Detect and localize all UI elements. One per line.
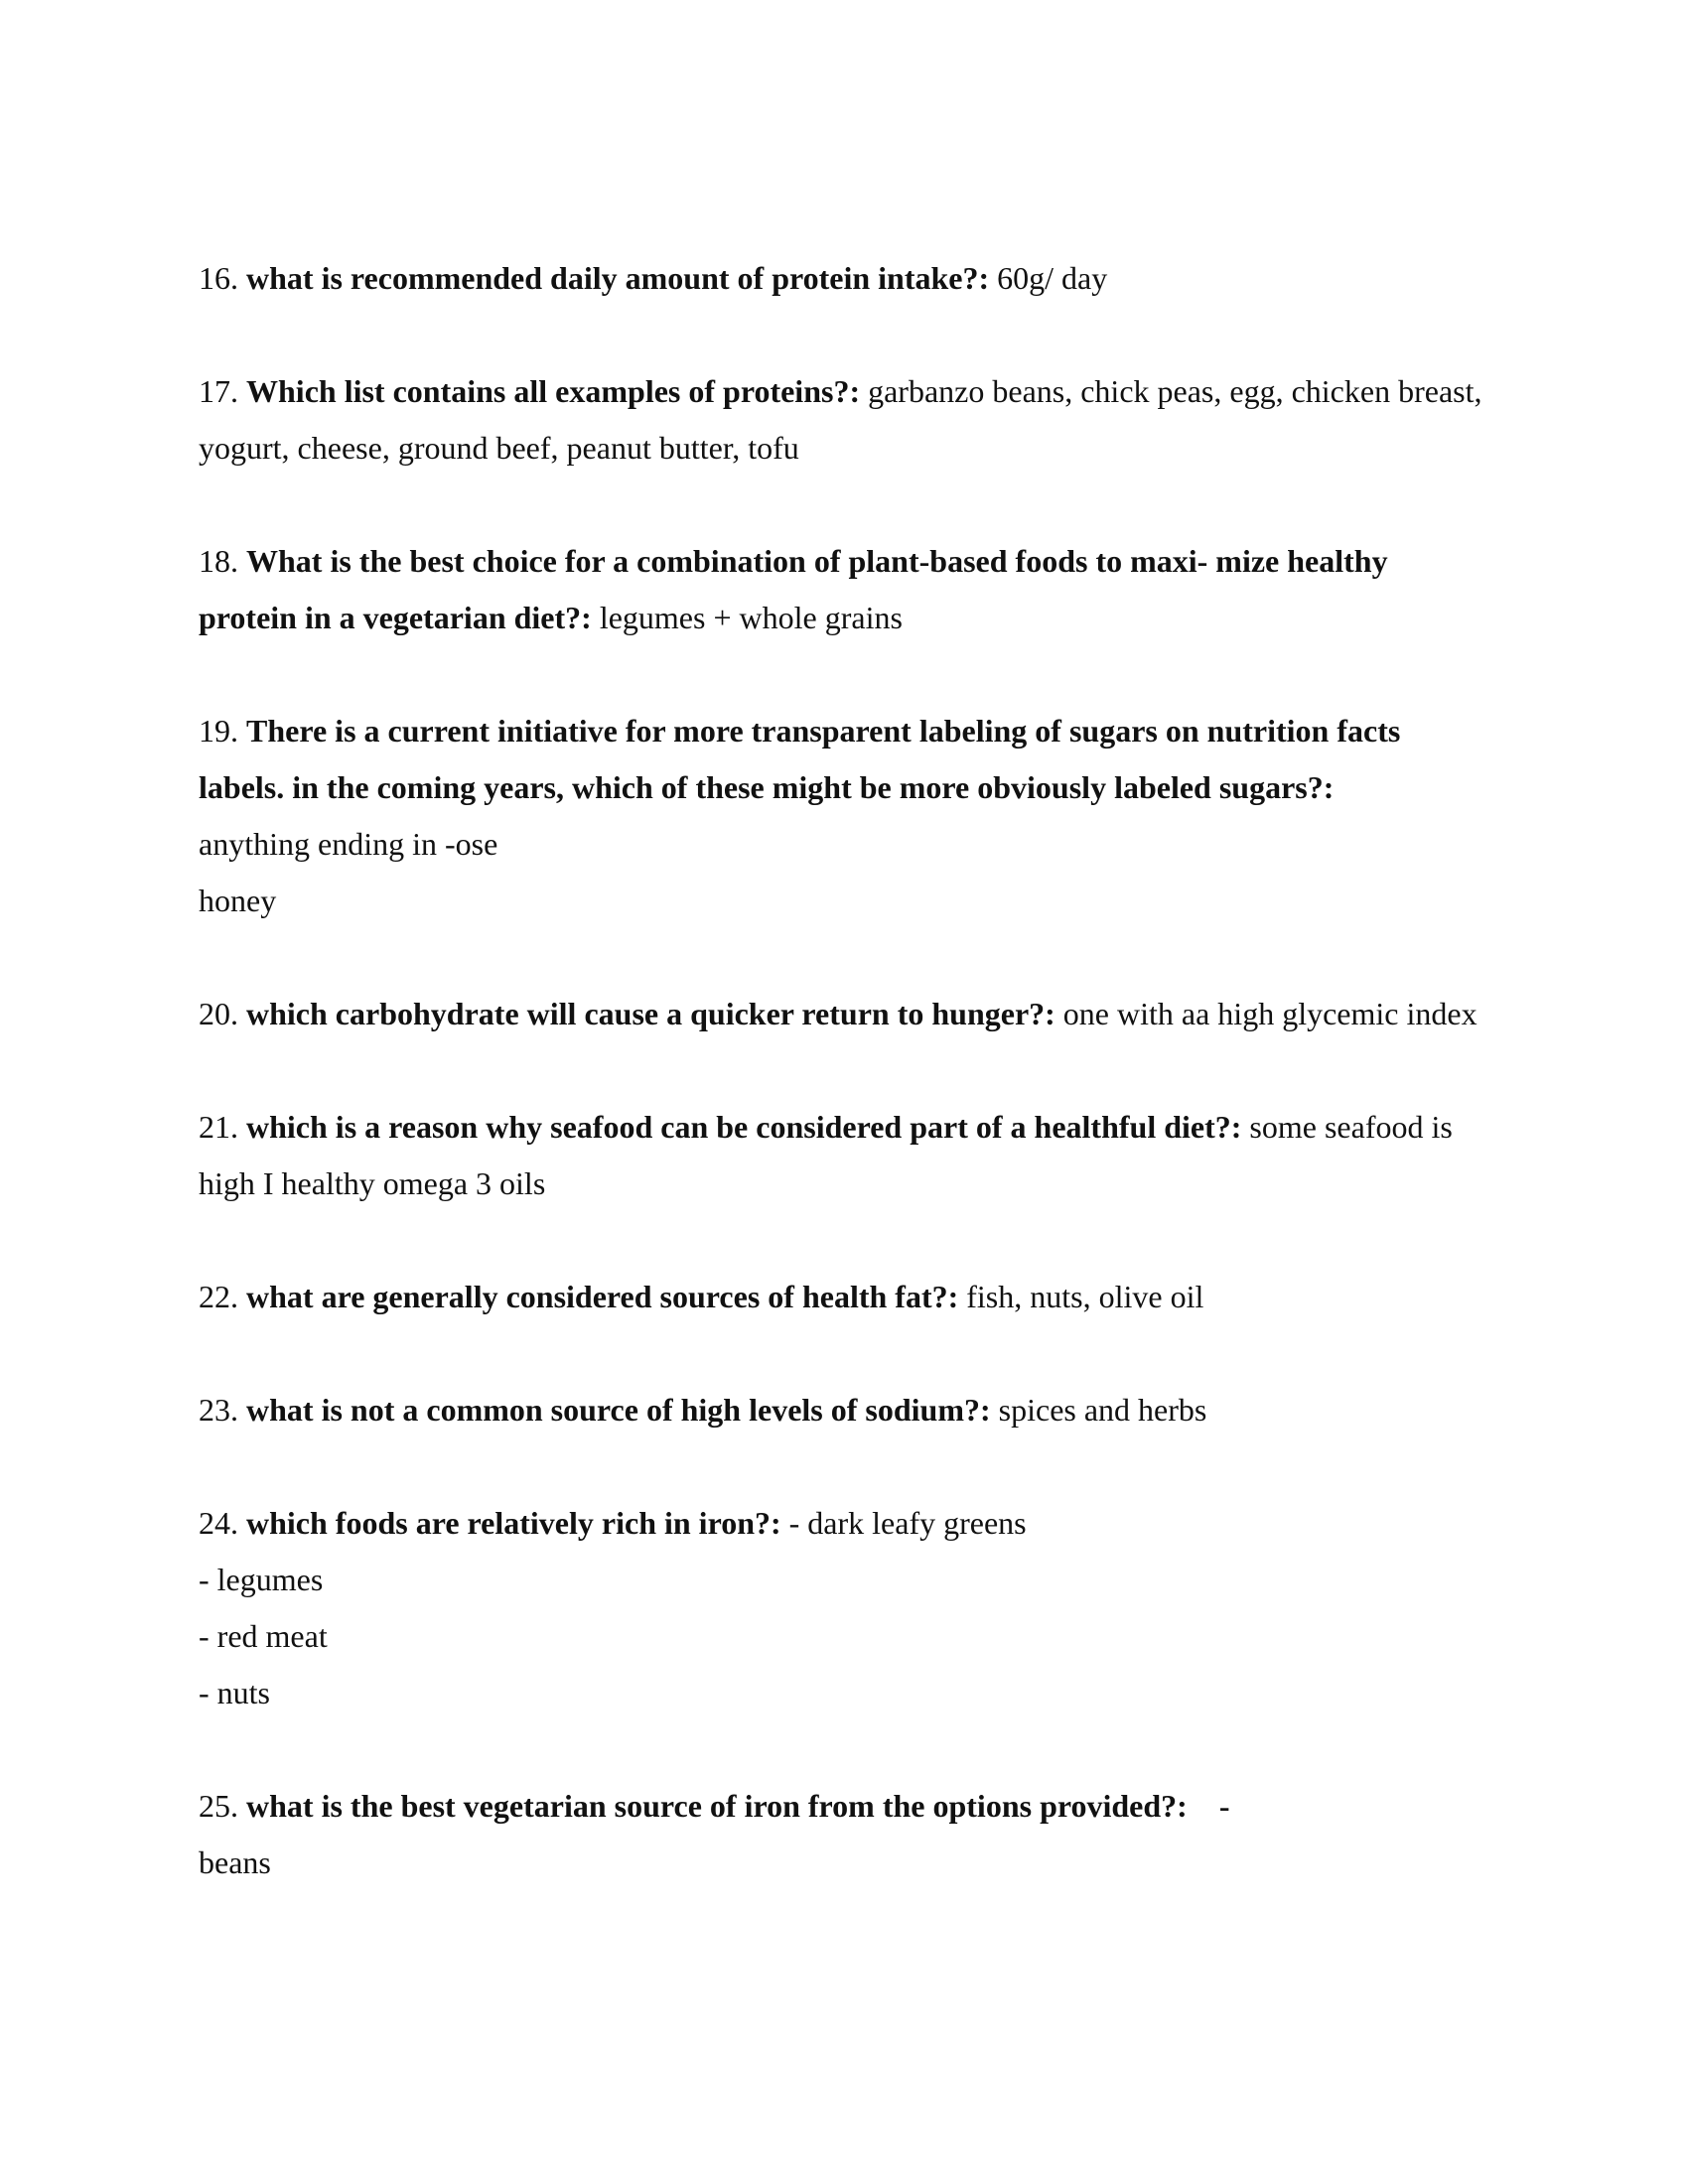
answer-text: legumes + whole grains	[599, 600, 903, 635]
qa-item-20	[199, 986, 1489, 1042]
answer-line: - nuts	[199, 1675, 270, 1710]
question-number: 17.	[199, 373, 238, 409]
answer-line: honey	[199, 883, 277, 918]
question-number: 19.	[199, 713, 238, 749]
question-text: which foods are relatively rich in iron?:	[246, 1505, 781, 1541]
question-text: Which list contains all examples of proteins?:	[246, 373, 861, 409]
answer-text: fish, nuts, olive oil	[966, 1279, 1204, 1314]
answer-text: 60g/ day	[997, 260, 1108, 296]
answer-line: anything ending in -ose	[199, 826, 498, 862]
qa-item-25	[199, 1778, 1489, 1891]
answer-text: some seafood is high I healthy omega 3 oils	[199, 1109, 1453, 1201]
answer-line: - legumes	[199, 1562, 324, 1597]
qa-item-24	[199, 1495, 1489, 1721]
question-number: 20.	[199, 996, 238, 1031]
question-text: what is recommended daily amount of protein intake?:	[246, 260, 990, 296]
qa-item-18	[199, 533, 1489, 646]
document-page	[199, 250, 1489, 1948]
question-text: There is a current initiative for more transparent labeling of sugars on nutrition facts labels. in the coming years, which of these might be more obviously labeled sugars?:	[199, 713, 1401, 805]
answer-text: garbanzo beans, chick peas, egg, chicken breast, yogurt, cheese, ground beef, peanut butter, tofu	[199, 373, 1482, 466]
question-number: 21.	[199, 1109, 238, 1145]
qa-item-16	[199, 250, 1489, 307]
answer-line: beans	[199, 1844, 271, 1880]
question-text: what are generally considered sources of health fat?:	[246, 1279, 959, 1314]
qa-item-21	[199, 1099, 1489, 1212]
answer-text: one with aa high glycemic index	[1062, 996, 1477, 1031]
answer-text: spices and herbs	[998, 1392, 1207, 1428]
question-number: 16.	[199, 260, 238, 296]
question-number: 23.	[199, 1392, 238, 1428]
qa-item-23	[199, 1382, 1489, 1438]
question-text: which is a reason why seafood can be considered part of a healthful diet?:	[246, 1109, 1242, 1145]
qa-item-19	[199, 703, 1489, 929]
qa-item-22	[199, 1269, 1489, 1325]
question-text: what is the best vegetarian source of iron from the options provided?:	[246, 1788, 1188, 1824]
question-text: which carbohydrate will cause a quicker return to hunger?:	[246, 996, 1055, 1031]
answer-line: - red meat	[199, 1618, 328, 1654]
question-number: 22.	[199, 1279, 238, 1314]
question-text: what is not a common source of high levels of sodium?:	[246, 1392, 991, 1428]
question-number: 24.	[199, 1505, 238, 1541]
question-number: 18.	[199, 543, 238, 579]
answer-text: - dark leafy greens	[788, 1505, 1027, 1541]
answer-dash: -	[1195, 1788, 1230, 1824]
question-text: What is the best choice for a combination of plant-based foods to maxi- mize healthy protein in a vegetarian diet?:	[199, 543, 1388, 635]
qa-item-17	[199, 363, 1489, 477]
question-number: 25.	[199, 1788, 238, 1824]
